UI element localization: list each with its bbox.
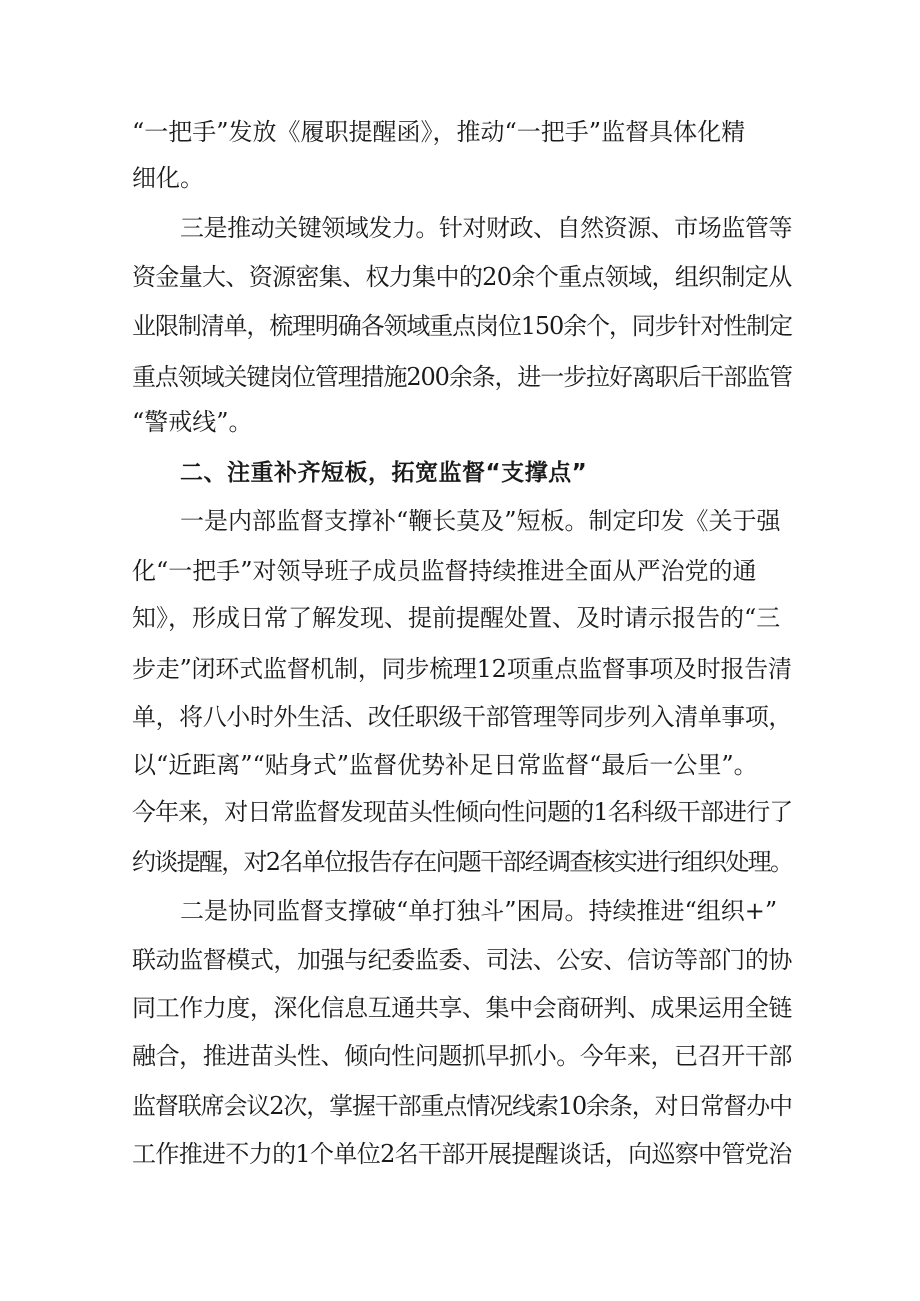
text-line: 二是协同监督支撑破“单打独斗”困局。持续推进“组织+” xyxy=(180,897,778,925)
text-line: 化“一把手”对领导班子成员监督持续推进全面从严治党的通 xyxy=(132,557,757,585)
text-line: 一是内部监督支撑补“鞭长莫及”短板。制定印发《关于强 xyxy=(180,507,781,535)
text-line: “警戒线”。 xyxy=(132,408,253,436)
text-line: “一把手”发放《履职提醒函》，推动“一把手”监督具体化精 xyxy=(132,118,746,146)
text-line: 联动监督模式，加强与纪委监委、司法、公安、信访等部门的协 xyxy=(132,946,792,974)
text-line: 细化。 xyxy=(132,164,204,192)
text-line: 步走”闭环式监督机制，同步梳理12项重点监督事项及时报告清 xyxy=(132,655,792,683)
text-line: 业限制清单，梳理明确各领域重点岗位150余个，同步针对性制定 xyxy=(132,312,792,340)
text-line: 工作推进不力的1个单位2名干部开展提醒谈话，向巡察中管党治 xyxy=(132,1140,792,1168)
text-line: 单，将八小时外生活、改任职级干部管理等同步列入清单事项， xyxy=(132,703,792,731)
text-line: 同工作力度，深化信息互通共享、集中会商研判、成果运用全链 xyxy=(132,994,792,1022)
text-line: 今年来，对日常监督发现苗头性倾向性问题的1名科级干部进行了 xyxy=(132,798,793,826)
text-line: 三是推动关键领域发力。针对财政、自然资源、市场监管等 xyxy=(180,214,792,242)
text-line: 以“近距离”“贴身式”监督优势补足日常监督“最后一公里”。 xyxy=(132,751,758,779)
text-line: 资金量大、资源密集、权力集中的20余个重点领域，组织制定从 xyxy=(132,263,792,291)
text-line: 重点领域关键岗位管理措施200余条，进一步拉好离职后干部监管 xyxy=(132,363,792,391)
text-line: 约谈提醒，对2名单位报告存在问题干部经调查核实进行组织处理。 xyxy=(132,848,793,876)
section-heading: 二、注重补齐短板，拓宽监督“支撑点” xyxy=(180,460,588,486)
text-line: 知》，形成日常了解发现、提前提醒处置、及时请示报告的“三 xyxy=(132,604,781,632)
text-line: 监督联席会议2次，掌握干部重点情况线索10余条，对日常督办中 xyxy=(132,1092,792,1120)
text-line: 融合，推进苗头性、倾向性问题抓早抓小。今年来，已召开干部 xyxy=(132,1042,792,1070)
